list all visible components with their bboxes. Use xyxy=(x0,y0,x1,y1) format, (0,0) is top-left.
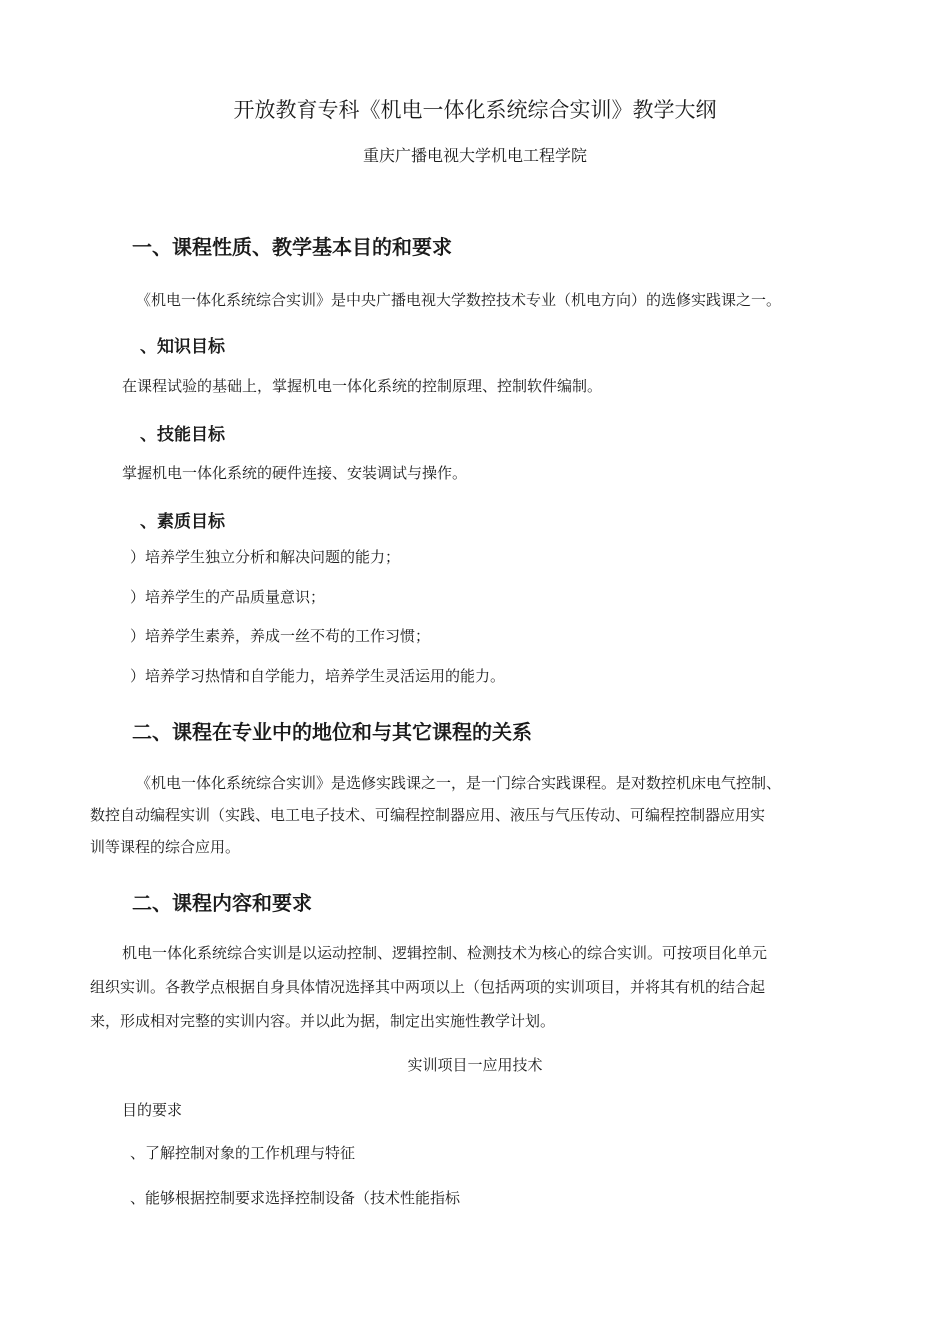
quality-goal-item: ）培养学生的产品质量意识； xyxy=(130,588,326,606)
section1-heading: 一、课程性质、教学基本目的和要求 xyxy=(132,235,452,259)
knowledge-goal-text: 在课程试验的基础上，掌握机电一体化系统的控制原理、控制软件编制。 xyxy=(122,377,603,395)
goal-item: 、了解控制对象的工作机理与特征 xyxy=(130,1144,356,1162)
quality-goal-item: ）培养学生独立分析和解决问题的能力； xyxy=(130,548,401,566)
document-title: 开放教育专科《机电一体化系统综合实训》教学大纲 xyxy=(233,98,717,122)
section2-paragraph-line: 数控自动编程实训（实践、电工电子技术、可编程控制器应用、液压与气压传动、可编程控制器应用实 xyxy=(90,806,766,824)
section2-paragraph-line: 《机电一体化系统综合实训》是选修实践课之一，是一门综合实践课程。是对数控机床电气控制、 xyxy=(136,774,782,792)
section3-heading: 二、课程内容和要求 xyxy=(132,891,312,915)
knowledge-goal-heading: 、知识目标 xyxy=(140,337,225,357)
skill-goal-text: 掌握机电一体化系统的硬件连接、安装调试与操作。 xyxy=(122,464,468,482)
quality-goal-heading: 、素质目标 xyxy=(140,512,225,532)
quality-goal-item: ）培养学生素养，养成一丝不苟的工作习惯； xyxy=(130,627,431,645)
quality-goal-item: ）培养学习热情和自学能力，培养学生灵活运用的能力。 xyxy=(130,667,506,685)
section2-heading: 二、课程在专业中的地位和与其它课程的关系 xyxy=(132,720,532,744)
section1-intro: 《机电一体化系统综合实训》是中央广播电视大学数控技术专业（机电方向）的选修实践课之一。 xyxy=(136,291,782,309)
section3-paragraph-line: 来，形成相对完整的实训内容。并以此为据，制定出实施性教学计划。 xyxy=(90,1012,556,1030)
goal-label: 目的要求 xyxy=(122,1101,183,1119)
document-subtitle: 重庆广播电视大学机电工程学院 xyxy=(362,146,587,165)
project-title: 实训项目一应用技术 xyxy=(407,1056,543,1074)
goal-item: 、能够根据控制要求选择控制设备（技术性能指标 xyxy=(130,1189,461,1207)
skill-goal-heading: 、技能目标 xyxy=(140,425,225,445)
section3-paragraph-line: 机电一体化系统综合实训是以运动控制、逻辑控制、检测技术为核心的综合实训。可按项目化单元 xyxy=(122,944,768,962)
section2-paragraph-line: 训等课程的综合应用。 xyxy=(90,838,241,856)
section3-paragraph-line: 组织实训。各教学点根据自身具体情况选择其中两项以上（包括两项的实训项目，并将其有机的结合起 xyxy=(90,978,766,996)
